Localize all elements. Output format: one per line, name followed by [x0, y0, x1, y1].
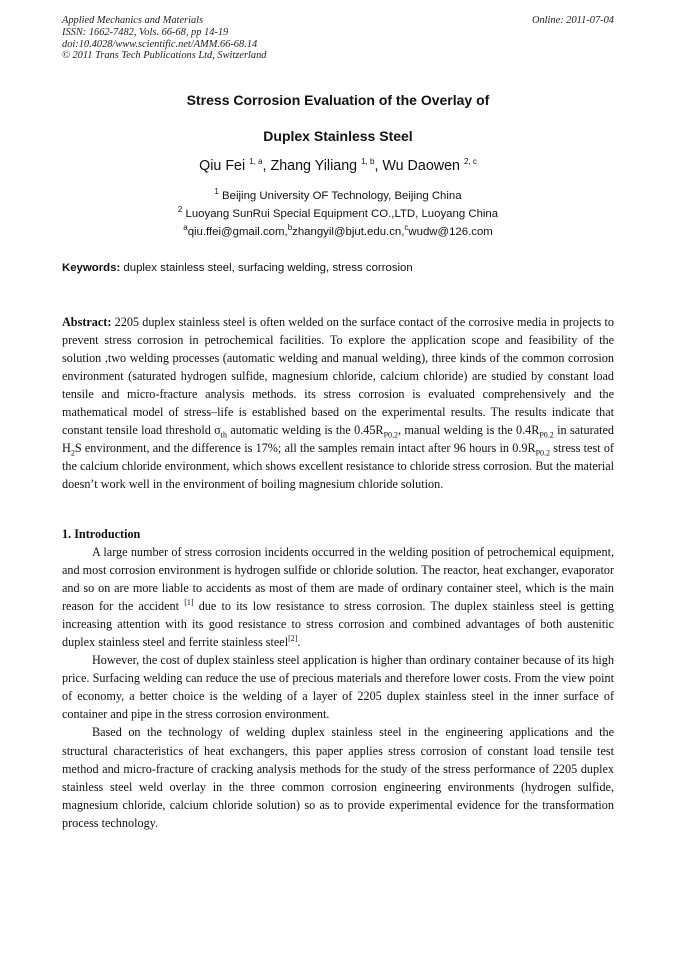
subscript: P0.2 — [383, 430, 399, 440]
affiliation-mark: 1 — [214, 187, 219, 197]
paragraph-text: A large number of stress corrosion incidents occurred in the welding position of petrochemical equipment, and most corrosion environment is hydrogen sulfide or chloride solution. The reactor, heat exchanger, evaporator and so on are more liable to accidents as most of them are made of ordinary container steel, which is the main reason for the accident — [62, 545, 614, 614]
abstract-text: stress test of the calcium chloride environment, which shows excellent resistance to chloride stress corrosion. But the material doesn’t work well in the environment of boiling magnesium chloride solution. — [62, 441, 614, 492]
author-list — [62, 158, 614, 174]
email-mark: a — [183, 223, 188, 233]
abstract-label: Abstract: — [62, 315, 112, 329]
subscript: P0.2 — [535, 448, 551, 458]
email-address: zhangyil@bjut.edu.cn, — [292, 226, 405, 238]
author-affiliation-mark: 1, a — [249, 157, 263, 167]
author-name: Qiu Fei — [199, 158, 246, 174]
keywords-text: duplex stainless steel, surfacing welding, stress corrosion — [120, 262, 413, 274]
author-name: Zhang Yiliang — [270, 158, 358, 174]
subscript: 2 — [70, 448, 75, 458]
subscript: th — [220, 430, 227, 440]
abstract — [62, 313, 614, 493]
abstract-text: S environment, and the difference is 17%; all the samples remain intact after 96 hours in 0.9R — [74, 441, 536, 456]
abstract-text: 2205 duplex stainless steel is often welded on the surface contact of the corrosive media in projects to prevent stress corrosion in petrochemical facilities. To explore the application scope and feasibility of the solution ,two welding processes (automatic welding and manual welding), three kinds of the common corrosion environment (saturated hydrogen sulfide, magnesium chloride, calcium chloride) are studied by constant load tensile and micro-fracture analysis methods. its stress corrosion is evaluated comprehensively and the mathematical model of stress–life is established based on the experimental results. The results indicate that constant tensile load threshold σ — [62, 315, 614, 438]
author-affiliation-mark: 1, b — [361, 157, 375, 167]
paragraph — [62, 543, 614, 651]
subscript: P0.2 — [539, 430, 554, 440]
keywords-label: Keywords: — [62, 262, 121, 274]
citation[interactable]: [2] — [288, 634, 298, 644]
section-heading: 1. Introduction — [62, 527, 141, 541]
email-mark: c — [404, 223, 409, 233]
affiliation-1 — [62, 187, 614, 202]
affiliation-2 — [62, 205, 614, 220]
abstract-text: in saturated H — [62, 423, 614, 456]
paragraph-text: due to its low resistance to stress corrosion. The duplex stainless steel is getting increasing attention with its good resistance to stress corrosion and combined advantages of both austenitic duplex stainless steel and ferrite stainless steel — [62, 599, 614, 650]
journal-header — [62, 15, 614, 62]
abstract-text: automatic welding is the 0.45R — [227, 423, 384, 438]
paragraph-text: . — [297, 635, 301, 650]
paper-title-line-2: Duplex Stainless Steel — [263, 128, 413, 144]
introduction-body — [62, 543, 614, 832]
affiliation-text: Luoyang SunRui Special Equipment CO.,LTD, Luoyang China — [185, 208, 499, 220]
affiliation-text: Beijing University OF Technology, Beijing China — [222, 190, 462, 202]
online-date: Online: 2011-07-04 — [531, 15, 614, 26]
paragraph: Based on the technology of welding duplex stainless steel in the engineering applications and the structural characteristics of heat exchangers, this paper applies stress corrosion of constant load tensile test method and micro-fracture of cracking analysis methods for the study of the stress performance of 2205 duplex stainless steel weld overlay in the three common corrosion engineering environments (hydrogen sulfide, magnesium chloride, calcium chloride solution) so as to provide experimental evidence for the transformation process technology. — [62, 725, 614, 830]
paragraph: However, the cost of duplex stainless steel application is higher than ordinary container because of its high price. Surfacing welding can reduce the use of precious materials and therefore lower costs. From the view point of economy, a better choice is the welding of a layer of 2205 duplex stainless steel in the inner surface of container and pipe in the stress corrosion environment. — [62, 653, 614, 722]
email-list — [62, 223, 614, 238]
copyright-line: © 2011 Trans Tech Publications Ltd, Switzerland — [62, 50, 267, 62]
email-mark: b — [287, 223, 293, 233]
affiliation-mark: 2 — [177, 205, 183, 215]
email-address: qiu.ffei@gmail.com, — [187, 226, 288, 238]
author-separator: , — [374, 158, 383, 174]
keywords — [62, 262, 614, 274]
journal-name: Applied Mechanics and Materials — [62, 15, 204, 26]
citation[interactable]: [1] — [184, 598, 194, 608]
abstract-text: , manual welding is the 0.4R — [398, 423, 540, 438]
author-affiliation-mark: 2, c — [464, 157, 477, 167]
paper-title-line-1: Stress Corrosion Evaluation of the Overlay of — [186, 92, 490, 108]
author-separator: , — [262, 158, 271, 174]
doi-line: doi:10.4028/www.scientific.net/AMM.66-68.14 — [62, 38, 258, 50]
issn-line: ISSN: 1662-7482, Vols. 66-68, pp 14-19 — [62, 26, 229, 38]
author-name: Wu Daowen — [382, 158, 461, 174]
email-address: wudw@126.com — [408, 226, 493, 238]
